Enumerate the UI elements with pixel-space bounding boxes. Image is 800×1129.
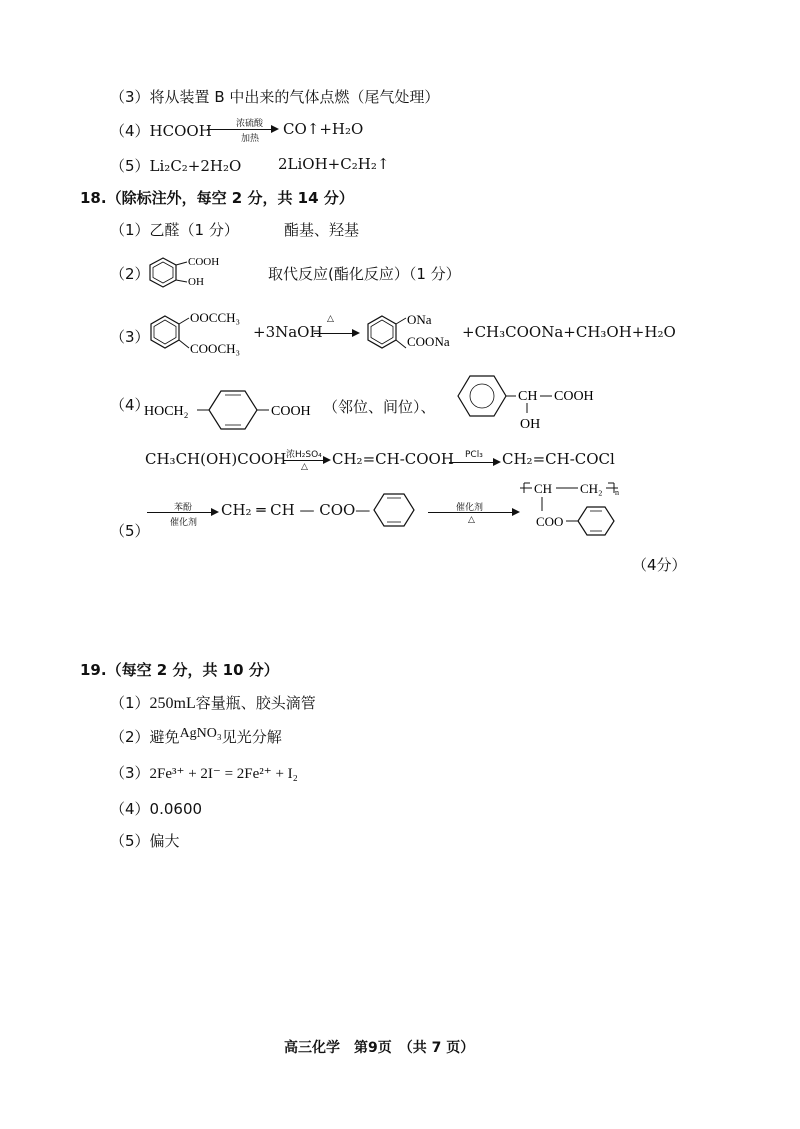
q19-answer-2 — [110, 726, 282, 747]
heat-symbol: △ — [327, 314, 334, 324]
intermediate-1: CH₂=CH-COOH — [332, 450, 454, 468]
reaction-arrow — [449, 462, 495, 463]
q18-answer-1-part2: 酯基、羟基 — [284, 221, 360, 239]
answer-text: 偏大 — [149, 832, 180, 850]
item-number: （4） — [110, 122, 150, 140]
volume-value: 250mL — [149, 695, 196, 712]
reagent: +3NaOH — [253, 323, 323, 341]
reaction-arrow — [428, 512, 514, 513]
q18-heading: 18.（除标注外，每空 2 分，共 14 分） — [80, 189, 354, 207]
item-number: （5） — [110, 832, 150, 850]
reaction-condition-top: 苯酚 — [174, 503, 193, 513]
phenyl-ring — [370, 488, 420, 534]
answer-text-post: 见光分解 — [221, 728, 282, 746]
n-label: n — [615, 488, 619, 497]
cooh-label: COOH — [271, 404, 311, 419]
answer-text: 将从装置 B 中出来的气体点燃（尾气处理） — [149, 88, 440, 106]
salicylic-acid-structure — [143, 252, 233, 292]
arrow-head — [211, 508, 219, 516]
synthesis-start: CH₃CH(OH)COOH — [145, 450, 287, 468]
reaction-arrow — [314, 333, 354, 334]
q18-answer-1 — [110, 219, 239, 240]
reaction-arrow — [147, 512, 213, 513]
equation-rhs: CO↑+H₂O — [283, 120, 364, 138]
q19-answer-5 — [110, 830, 180, 851]
answer-text-pre: 避免 — [149, 728, 180, 746]
equation-rhs: 2LiOH+C₂H₂↑ — [278, 155, 390, 173]
ona-label: ONa — [407, 312, 432, 327]
answer-text: 乙醛（1 分） — [149, 221, 239, 239]
q19-heading: 19.（每空 2 分，共 10 分） — [80, 661, 279, 679]
isomer-structure-1 — [143, 385, 323, 435]
equation-lhs: Li₂C₂+2H₂O — [149, 157, 242, 175]
cooh-label: COOH — [188, 256, 220, 268]
item-number: （1） — [110, 221, 150, 239]
score-note: （4分） — [632, 556, 687, 574]
arrow-head — [323, 456, 331, 464]
item-number: （5） — [110, 522, 150, 540]
intermediate-2: CH₂=CH-COCl — [502, 450, 615, 468]
answer-17-3 — [110, 86, 439, 107]
reaction-arrow — [207, 129, 273, 130]
item-number: （2） — [110, 265, 150, 283]
isomer-structure-2 — [450, 370, 600, 432]
arrow-head — [493, 458, 501, 466]
concentration-value: 0.0600 — [149, 800, 203, 818]
reaction-condition-top: 浓硫酸 — [236, 119, 264, 129]
q19-answer-3 — [110, 762, 298, 783]
intermediate-3: CH₂ ═ CH — COO— — [221, 501, 371, 519]
reaction-condition-top: 催化剂 — [456, 503, 484, 513]
coo-label: COO — [536, 514, 564, 529]
reaction-condition-top: PCl₃ — [465, 450, 483, 460]
page-footer: 高三化学 第9页 （共 7 页） — [284, 1040, 475, 1056]
oh-label: OH — [520, 417, 541, 432]
reaction-condition-bottom: 加热 — [241, 134, 260, 144]
cooh-label: COOH — [554, 389, 594, 404]
q19-answer-1 — [110, 692, 316, 713]
ester-group-label: OOCCH₃ — [190, 310, 241, 325]
answer-text: 容量瓶、胶头滴管 — [195, 694, 316, 712]
item-number: （5） — [110, 157, 150, 175]
item-number: （3） — [110, 328, 150, 346]
reaction-condition-bottom: △ — [468, 515, 475, 525]
reaction-type-text: 取代反应(酯化反应）（1 分） — [268, 265, 461, 283]
arrow-head — [352, 329, 360, 337]
arrow-head — [271, 125, 279, 133]
hoch2-label: HOCH₂ — [144, 404, 189, 419]
agno3-formula: AgNO₃ — [179, 726, 222, 741]
oh-label: OH — [188, 276, 204, 288]
item-number: （4） — [110, 800, 150, 818]
product-structure — [360, 308, 465, 358]
positions-text: （邻位、间位）、 — [323, 398, 436, 416]
answer-17-4 — [110, 120, 212, 141]
reaction-condition-bottom: △ — [301, 462, 308, 472]
polymer-structure — [518, 475, 633, 543]
q19-answer-4 — [110, 798, 202, 819]
item-number: （4） — [110, 396, 150, 414]
ch2-label: CH₂ — [580, 481, 603, 496]
reaction-condition-bottom: 催化剂 — [170, 518, 198, 528]
equation-lhs: HCOOH — [149, 122, 212, 140]
coona-label: COONa — [407, 334, 450, 349]
ch-label: CH — [534, 481, 553, 496]
item-number: （3） — [110, 88, 150, 106]
item-number: （3） — [110, 764, 150, 782]
item-number: （1） — [110, 694, 150, 712]
reactant-structure — [143, 308, 253, 358]
reaction-condition-top: 浓H₂SO₄ — [286, 450, 322, 460]
ch-label: CH — [518, 389, 538, 404]
reaction-arrow — [283, 460, 325, 461]
item-number: （2） — [110, 728, 150, 746]
ionic-equation: 2Fe³⁺ + 2I⁻ = 2Fe²⁺ + I₂ — [149, 766, 298, 782]
answer-17-5 — [110, 155, 241, 176]
products-rest: +CH₃COONa+CH₃OH+H₂O — [462, 323, 676, 341]
ester-group-label-2: COOCH₃ — [190, 341, 241, 356]
